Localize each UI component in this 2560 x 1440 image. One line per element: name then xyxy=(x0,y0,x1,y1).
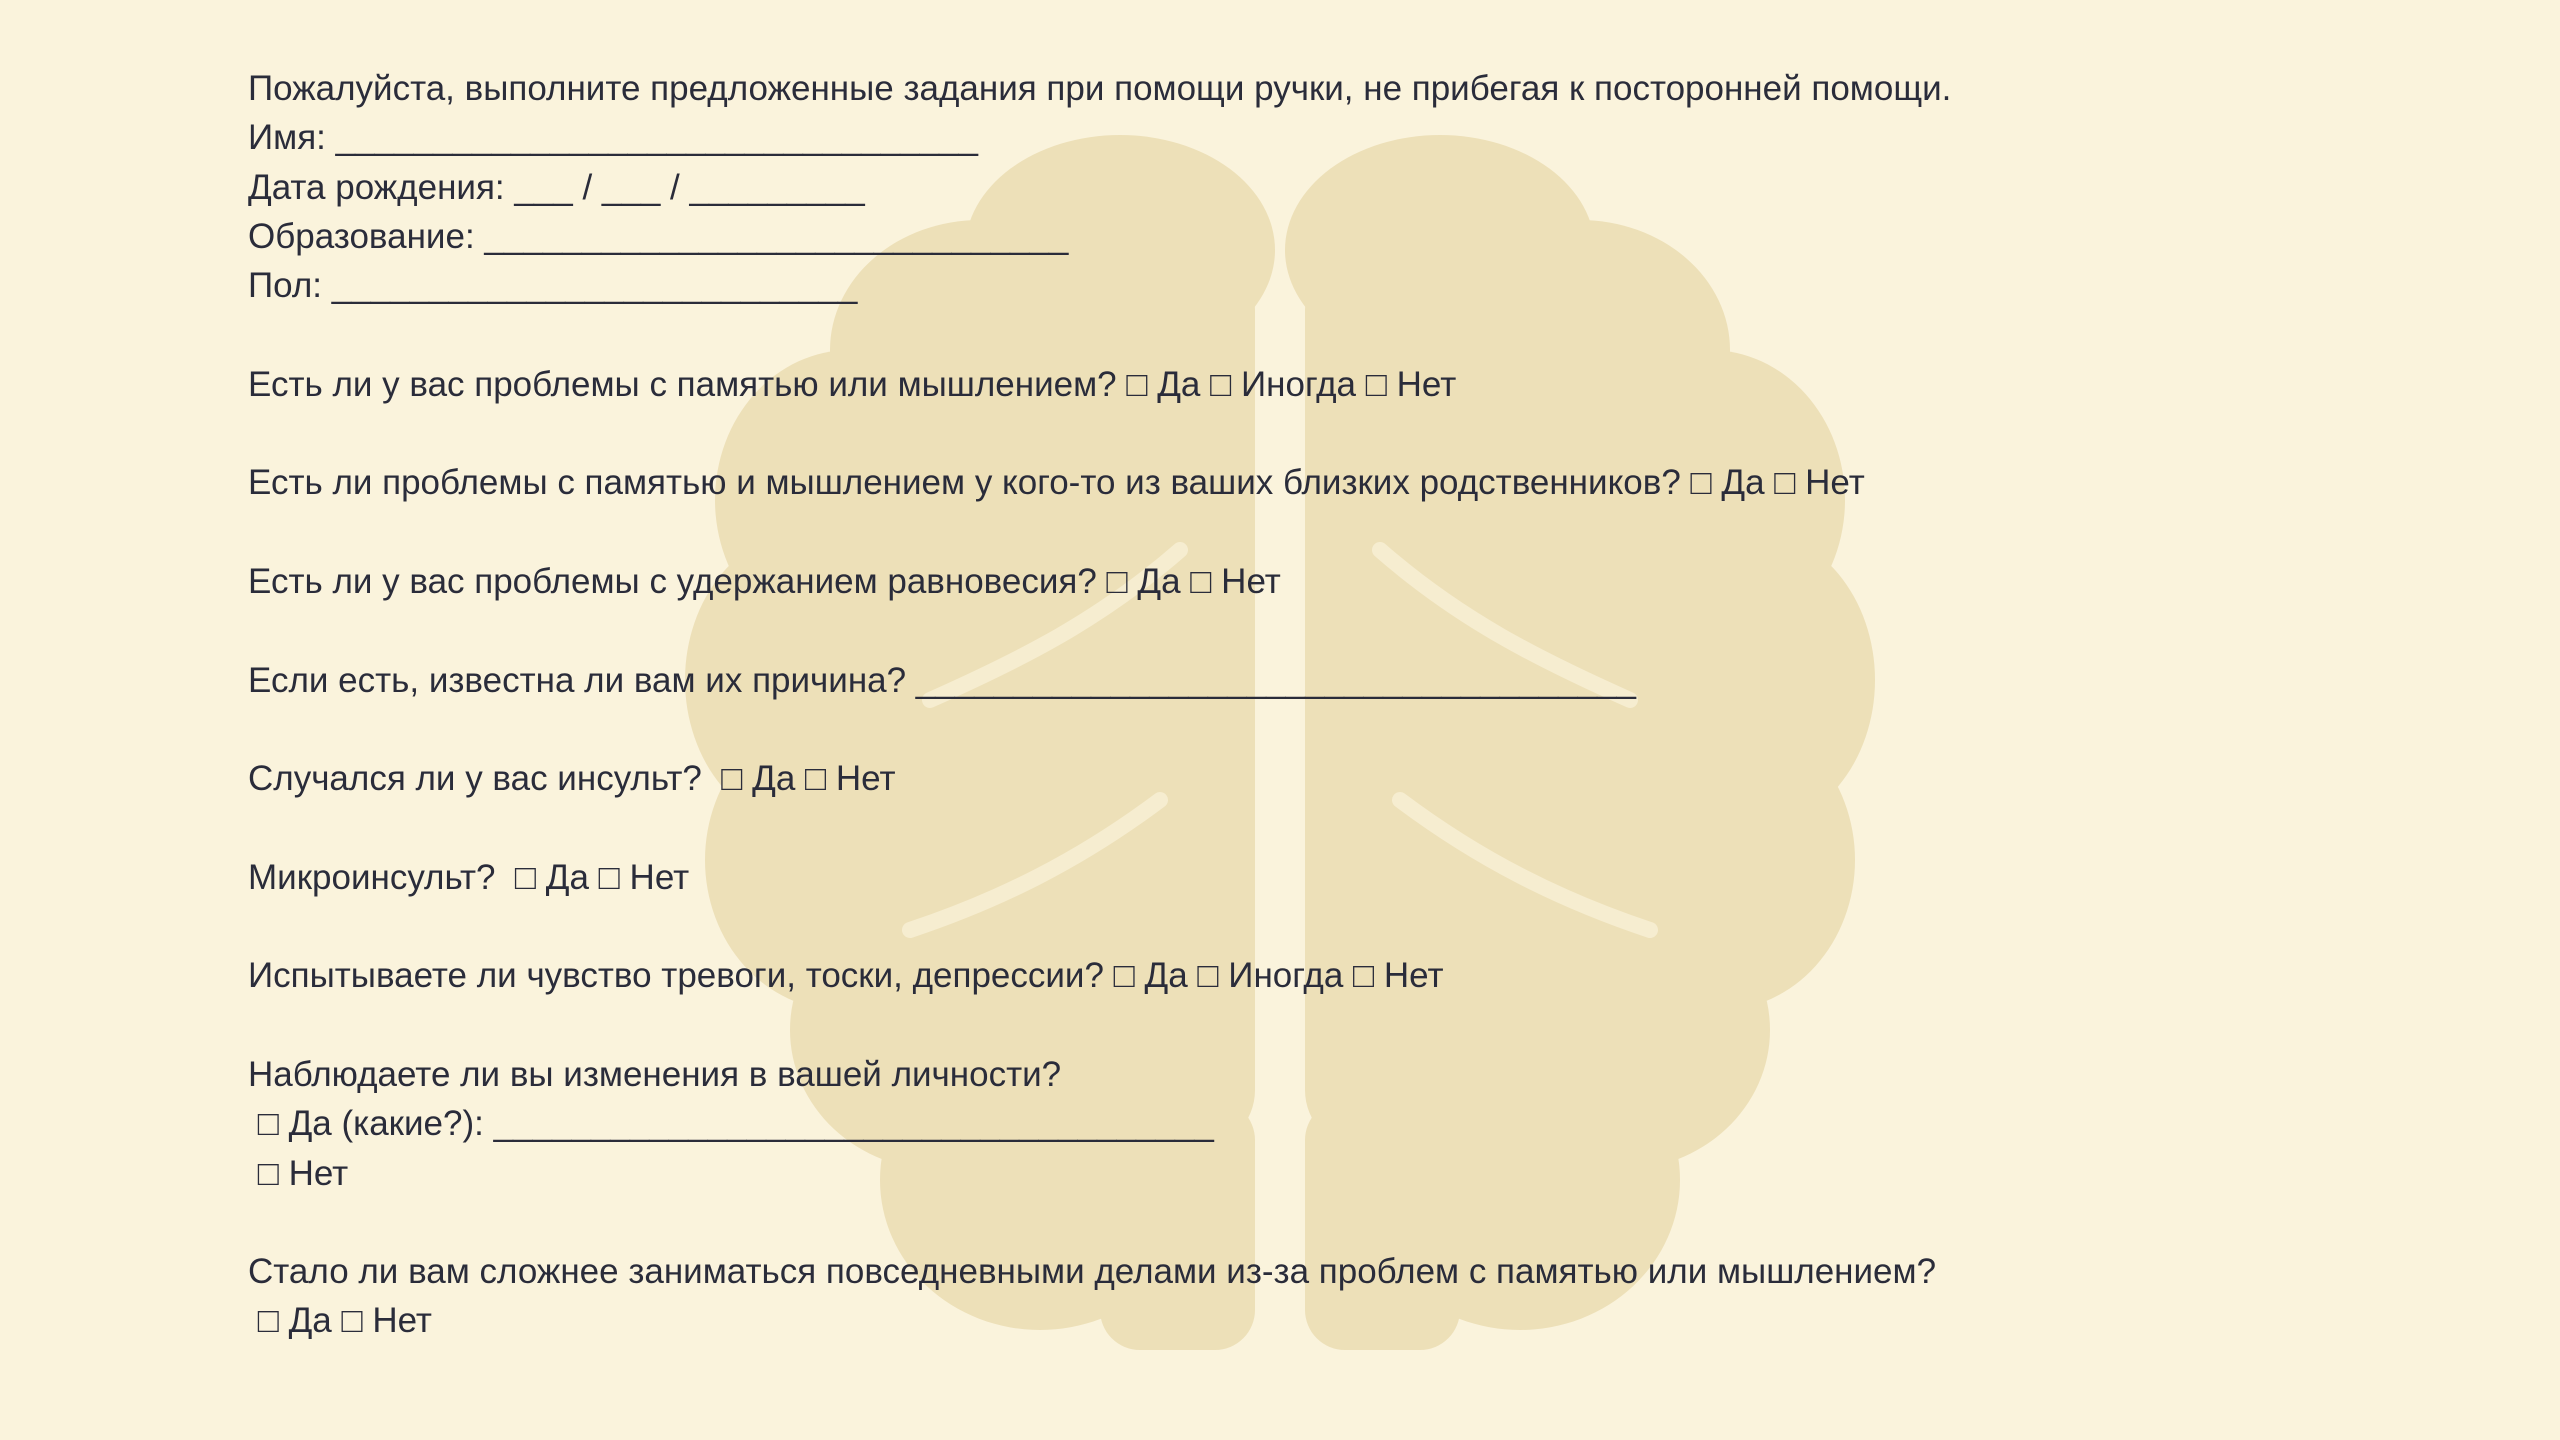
spacer xyxy=(248,508,2448,557)
question-relatives[interactable]: Есть ли проблемы с памятью и мышлением у кого-то из ваших близких родственников? □ Да □ Нет xyxy=(248,463,1865,503)
spacer xyxy=(248,902,2448,951)
questionnaire-form xyxy=(248,64,2448,1346)
education-field[interactable]: Образование: ______________________________ xyxy=(248,216,1069,256)
question-anxiety[interactable]: Испытываете ли чувство тревоги, тоски, депрессии? □ Да □ Иногда □ Нет xyxy=(248,956,1444,996)
question-daily: Стало ли вам сложнее заниматься повседневными делами из-за проблем с памятью или мышлением? xyxy=(248,1252,1937,1292)
spacer xyxy=(248,803,2448,852)
question-cause[interactable]: Если есть, известна ли вам их причина? _____________________________________ xyxy=(248,660,1637,700)
spacer xyxy=(248,409,2448,458)
question-balance[interactable]: Есть ли у вас проблемы с удержанием равновесия? □ Да □ Нет xyxy=(248,561,1281,601)
personality-option-yes[interactable]: □ Да (какие?): _____________________________________ xyxy=(248,1104,1214,1144)
spacer xyxy=(248,1198,2448,1247)
spacer xyxy=(248,1001,2448,1050)
question-microstroke[interactable]: Микроинсульт? □ Да □ Нет xyxy=(248,857,690,897)
daily-options[interactable]: □ Да □ Нет xyxy=(248,1301,432,1341)
name-field[interactable]: Имя: _________________________________ xyxy=(248,118,978,158)
birthdate-field[interactable]: Дата рождения: ___ / ___ / _________ xyxy=(248,167,865,207)
personality-option-no[interactable]: □ Нет xyxy=(248,1153,349,1193)
sex-field[interactable]: Пол: ___________________________ xyxy=(248,266,858,306)
question-stroke[interactable]: Случался ли у вас инсульт? □ Да □ Нет xyxy=(248,759,896,799)
instruction-text: Пожалуйста, выполните предложенные задания при помощи ручки, не прибегая к посторонней помощи. xyxy=(248,69,1952,108)
spacer xyxy=(248,310,2448,359)
question-memory[interactable]: Есть ли у вас проблемы с памятью или мышлением? □ Да □ Иногда □ Нет xyxy=(248,364,1457,404)
spacer xyxy=(248,705,2448,754)
spacer xyxy=(248,606,2448,655)
question-personality: Наблюдаете ли вы изменения в вашей личности? xyxy=(248,1054,1062,1094)
